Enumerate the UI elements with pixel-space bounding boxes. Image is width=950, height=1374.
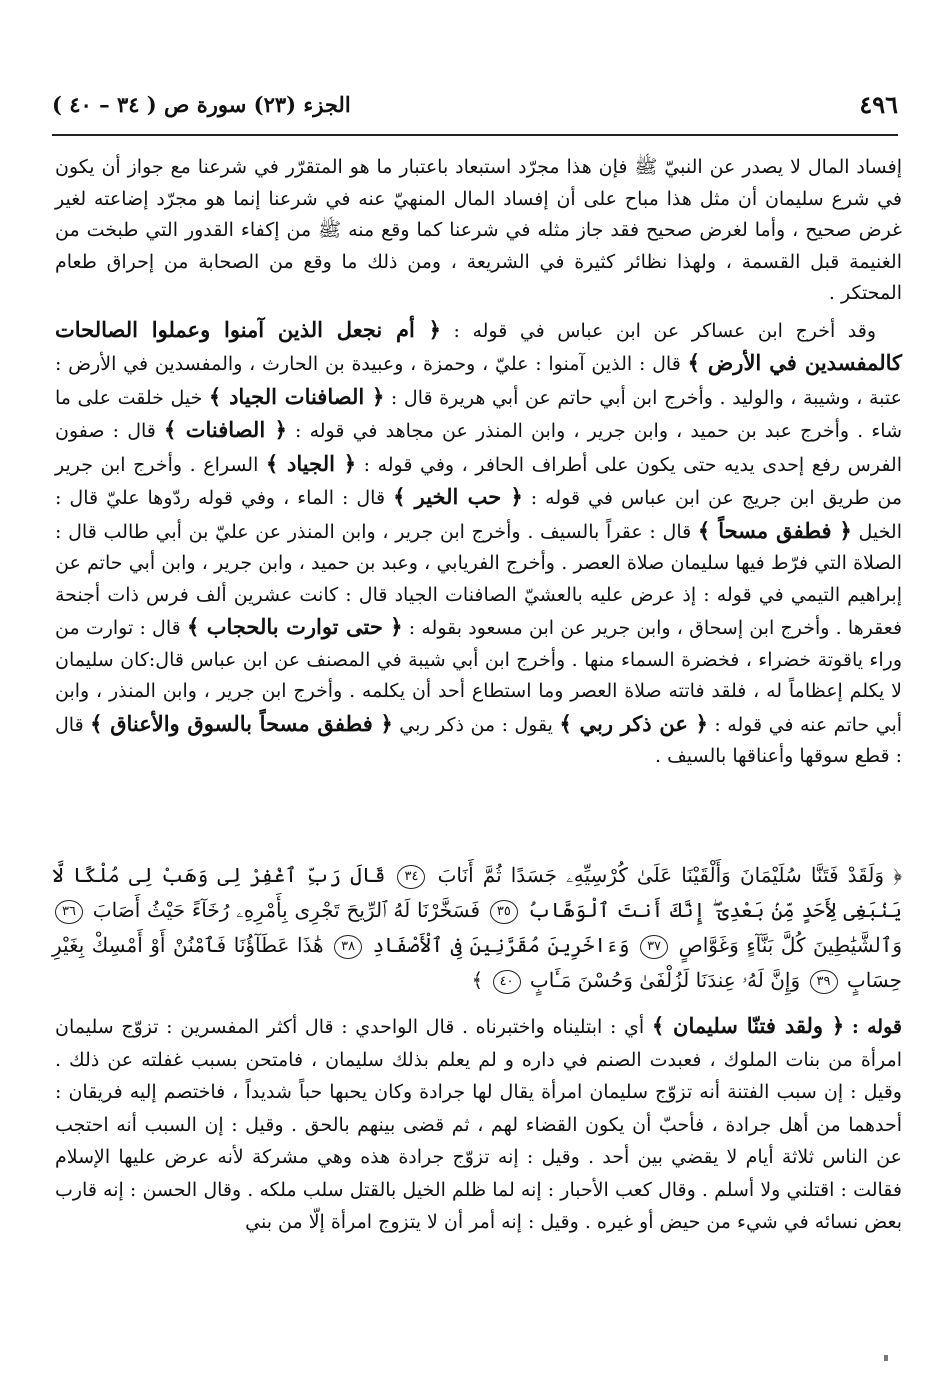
page-number: ٤٩٦ [859, 90, 898, 119]
text-run: يقول : من ذكر ربي [399, 713, 553, 736]
verse-number-marker: ٣٥ [490, 900, 518, 924]
verse-text: ﴿ وَلَقَدْ فَتَنَّا سُلَيْمَانَ وَأَلْقَيْنَا عَلَىٰ كُرْسِيِّهِۦ جَسَدًا ثُمَّ أَنَابَ [437, 863, 903, 887]
text-run: قوله : [851, 1016, 902, 1038]
verse-number-marker: ٣٦ [55, 900, 83, 924]
text-run: وقد أخرج ابن عساكر عن ابن عباس في قوله : [453, 319, 876, 342]
verse-number-marker: ٣٤ [397, 865, 425, 889]
paragraph-2 [55, 314, 902, 773]
quran-quote: ﴿ أم نجعل الذين آمنوا وعملوا الصالحات كالمفسدين في الأرض ﴾ [55, 316, 902, 375]
text-run: قال : توارت من وراء ياقوتة خضراء ، فخضرة السماء منها . وأخرج ابن أبي شيبة في المصنف عن ابن عباس قال:كان سليمان لا يكلم إعظاماً له ، فلقد فاتته صلاة العصر وما استطاع أحد أن يكلمه . وأخرج ابن جرير ، وابن المنذر ، وابن أبي حاتم عنه في قوله : [55, 617, 903, 736]
text-run: قال : صفون الفرس رفع إحدى يديه حتى يكون على أطراف الحافر ، وفي قوله : [55, 420, 902, 476]
paragraph-1: إفساد المال لا يصدر عن النبيّ ﷺ فإن هذا مجرّد استبعاد باعتبار ما هو المتقرّر في شرعنا مع جواز أن يكون في شرع سليمان أن مثل هذا مباح على أن إفساد المال المنهيّ عنه في شرعنا إنما هو مجرّد إضاعته لغير غرض صحيح ، وأما لغرض صحيح فقد جاز مثله في شرعنا كما وقع منه ﷺ من إكفاء القدور التي طبخت من الغنيمة قبل القسمة ، ولهذا نظائر كثيرة في الشريعة ، ومن ذلك ما وقع من الصحابة من إحراق طعام المحتكر . [55, 156, 902, 304]
text-run: أي : ابتليناه واختبرناه . قال الواحدي : قال أكثر المفسرين : تزوّج سليمان امرأة من بنات الملوك ، فعبدت الصنم في داره و لم يعلم بذلك سليمان ، فامتحن بسبب غفلته عن ذلك . وقيل : إن سبب الفتنة أنه تزوّج سليمان امرأة يقال لها جرادة وكان يحبها حباً شديداً ، فاختصم إليه فريقان : أحدهما من أهل جرادة ، فأحبّ أن يكون القضاء لهم ، ثم قضى بينهم بالحق . وقيل : إن السبب أنه احتجب عن الناس ثلاثة أيام لا يقضي بين أحد . وقيل : إنه تزوّج جرادة هذه وهي مشركة لأنه عرض عليها الإسلام فقالت : اقتلني ولا أسلم . وقال كعب الأحبار : إنه لما ظلم الخيل بالقتل سلب ملكه . وقال الحسن : إنه قارب بعض نسائه في شيء من حيض أو غيره . وقيل : إنه أمر أن لا يتزوج امرأة إلّا من بني [55, 1016, 902, 1233]
commentary-section-2 [55, 1010, 902, 1243]
verse-number-marker: ٤٠ [493, 970, 521, 994]
verse-text: وَٱلشَّيَٰطِينَ كُلَّ بَنَّآءٍ وَغَوَّاصٍ [678, 933, 903, 957]
verse-text: وَإِنَّ لَهُۥ عِندَنَا لَزُلْفَىٰ وَحُسْنَ مَـَٔابٍ [529, 968, 801, 992]
running-title: الجزء (٢٣) سورة ص ( ٣٤ – ٤٠ ) [52, 92, 351, 117]
verse-number-marker: ٣٧ [640, 935, 668, 959]
verse-number-marker: ٣٩ [810, 970, 838, 994]
text-run: قال : قطع سوقها وأعناقها بالسيف . [55, 713, 902, 767]
verse-text: وَءَاخَرِينَ مُقَرَّنِينَ فِى ٱلْأَصْفَادِ [372, 933, 630, 957]
quran-verses-block [52, 858, 902, 990]
text-run: السراع . وأخرج ابن جرير من طريق ابن جريج عن ابن عباس في قوله : [55, 453, 902, 509]
text-run: قال : عقراً بالسيف . وأخرج ابن جرير ، وابن المنذر عن عليّ بن أبي طالب قال : الصلاة التي فرّط فيها سليمان صلاة العصر . وأخرج الفريابي ، وعبد بن حميد ، وابن جرير ، وابن أبي حاتم عن إبراهيم التيمي في قوله : إذ عرض عليه بالعشيّ الصافنات الجياد قال : كانت عشرين ألف فرس ذات أجنحة فعقرها . وأخرج ابن إسحاق ، وابن جرير عن ابن مسعود بقوله : [55, 520, 903, 639]
commentary-section-1 [55, 152, 902, 777]
quran-quote: ﴿ الجياد ﴾ [265, 450, 357, 476]
verse-close-bracket: ﴾ [471, 968, 484, 992]
scan-speck [884, 1355, 888, 1361]
text-run: خيل خلقت على ما شاء . وأخرج عبد بن حميد ، وابن جرير ، وابن المنذر عن مجاهد في قوله : [55, 386, 903, 442]
quran-quote: ﴿ فطفق مسحاً بالسوق والأعناق ﴾ [90, 710, 393, 736]
verse-text: قَالَ رَبِّ ٱغْفِرْ لِى وَهَبْ لِى مُلْكًا لَّا يَنۢبَغِى لِأَحَدٍ مِّنۢ بَعْدِىٓ ۖ إِنَّكَ أَنتَ ٱلْوَهَّابُ [52, 863, 902, 922]
quran-quote: ﴿ الصافنات ﴾ [164, 417, 287, 442]
verse-number-marker: ٣٨ [334, 935, 362, 959]
header-rule [52, 134, 898, 136]
quran-quote: ﴿ عن ذكر ربي ﴾ [559, 710, 708, 736]
page-header [52, 88, 898, 128]
verse-text: هَٰذَا عَطَآؤُنَا فَٱمْنُنْ أَوْ أَمْسِكْ بِغَيْرِ حِسَابٍ [52, 933, 902, 992]
quran-quote: ﴿ حتى توارت بالحجاب ﴾ [186, 614, 403, 639]
paragraph-3 [55, 1010, 902, 1239]
text-run: قال : الذين آمنوا : عليّ ، وحمزة ، وعبيدة بن الحارث ، والمفسدين في الأرض : عتبة ، وشيبة ، والوليد . وأخرج ابن أبي حاتم عن أبي هريرة قال : [55, 353, 902, 409]
quran-quote: ﴿ حب الخير ﴾ [393, 484, 523, 509]
quran-quote: ﴿ الصافنات الجياد ﴾ [208, 383, 385, 409]
quran-quote: ﴿ فطفق مسحاً ﴾ [697, 517, 852, 543]
verse-text: فَسَخَّرْنَا لَهُ ٱلرِّيحَ تَجْرِى بِأَمْرِهِۦ رُخَآءً حَيْثُ أَصَابَ [92, 898, 481, 922]
text-run: قال : الماء ، وفي قوله ردّوها عليّ قال : الخيل [55, 487, 902, 543]
quran-quote: ﴿ ولقد فتنّا سليمان ﴾ [651, 1013, 845, 1038]
